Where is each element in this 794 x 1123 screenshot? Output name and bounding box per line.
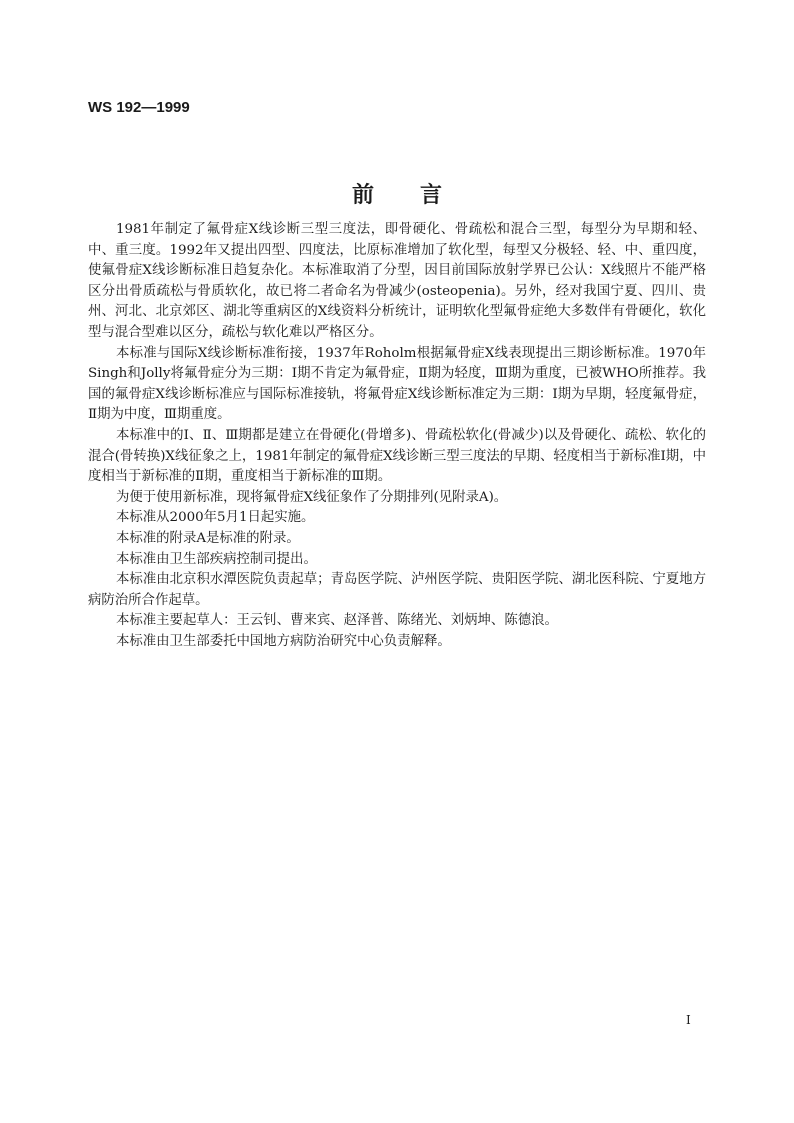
foreword-body (88, 220, 706, 652)
paragraph: 本标准与国际X线诊断标准衔接，1937年Roholm根据氟骨症X线表现提出三期诊断标准。1970年Singh和Jolly将氟骨症分为三期：Ⅰ期不肯定为氟骨症，Ⅱ期为轻度，Ⅲ期为重度，已被WHO所推荐。我国的氟骨症X线诊断标准应与国际标准接轨，将氟骨症X线诊断标准定为三期：Ⅰ期为早期，轻度氟骨症，Ⅱ期为中度，Ⅲ期重度。 (88, 345, 706, 423)
page-title-char-2: 言 (420, 183, 443, 208)
paragraph: 本标准主要起草人：王云钊、曹来宾、赵泽普、陈绪光、刘炳坤、陈德浪。 (116, 613, 558, 629)
paragraph: 为便于使用新标准，现将氟骨症X线征象作了分期排列(见附录A)。 (116, 489, 508, 505)
paragraph: 本标准由北京积水潭医院负责起草；青岛医学院、泸州医学院、贵阳医学院、湖北医科院、宁夏地方病防治所合作起草。 (88, 572, 706, 608)
paragraph: 本标准由卫生部委托中国地方病防治研究中心负责解释。 (116, 633, 451, 649)
document-code: WS 192—1999 (88, 99, 190, 116)
page-number: I (686, 1013, 691, 1027)
paragraph: 本标准由卫生部疾病控制司提出。 (116, 551, 317, 567)
page-title (0, 178, 794, 209)
paragraph: 本标准中的Ⅰ、Ⅱ、Ⅲ期都是建立在骨硬化(骨增多)、骨疏松软化(骨减少)以及骨硬化、疏松、软化的混合(骨转换)X线征象之上，1981年制定的氟骨症X线诊断三型三度法的早期、轻度相当于新标准Ⅰ期，中度相当于新标准的Ⅱ期，重度相当于新标准的Ⅲ期。 (88, 427, 706, 485)
page-title-char-1: 前 (351, 183, 374, 208)
paragraph: 本标准的附录A是标准的附录。 (116, 530, 300, 546)
paragraph: 1981年制定了氟骨症X线诊断三型三度法，即骨硬化、骨疏松和混合三型，每型分为早期和轻、中、重三度。1992年又提出四型、四度法，比原标准增加了软化型，每型又分极轻、轻、中、重四度，使氟骨症X线诊断标准日趋复杂化。本标准取消了分型，因目前国际放射学界已公认：X线照片不能严格区分出骨质疏松与骨质软化，故已将二者命名为骨减少(osteopenia)。另外，经对我国宁夏、四川、贵州、河北、北京郊区、湖北等重病区的X线资料分析统计，证明软化型氟骨症绝大多数伴有骨硬化，软化型与混合型难以区分，疏松与软化难以严格区分。 (88, 222, 706, 340)
paragraph: 本标准从2000年5月1日起实施。 (116, 510, 315, 526)
